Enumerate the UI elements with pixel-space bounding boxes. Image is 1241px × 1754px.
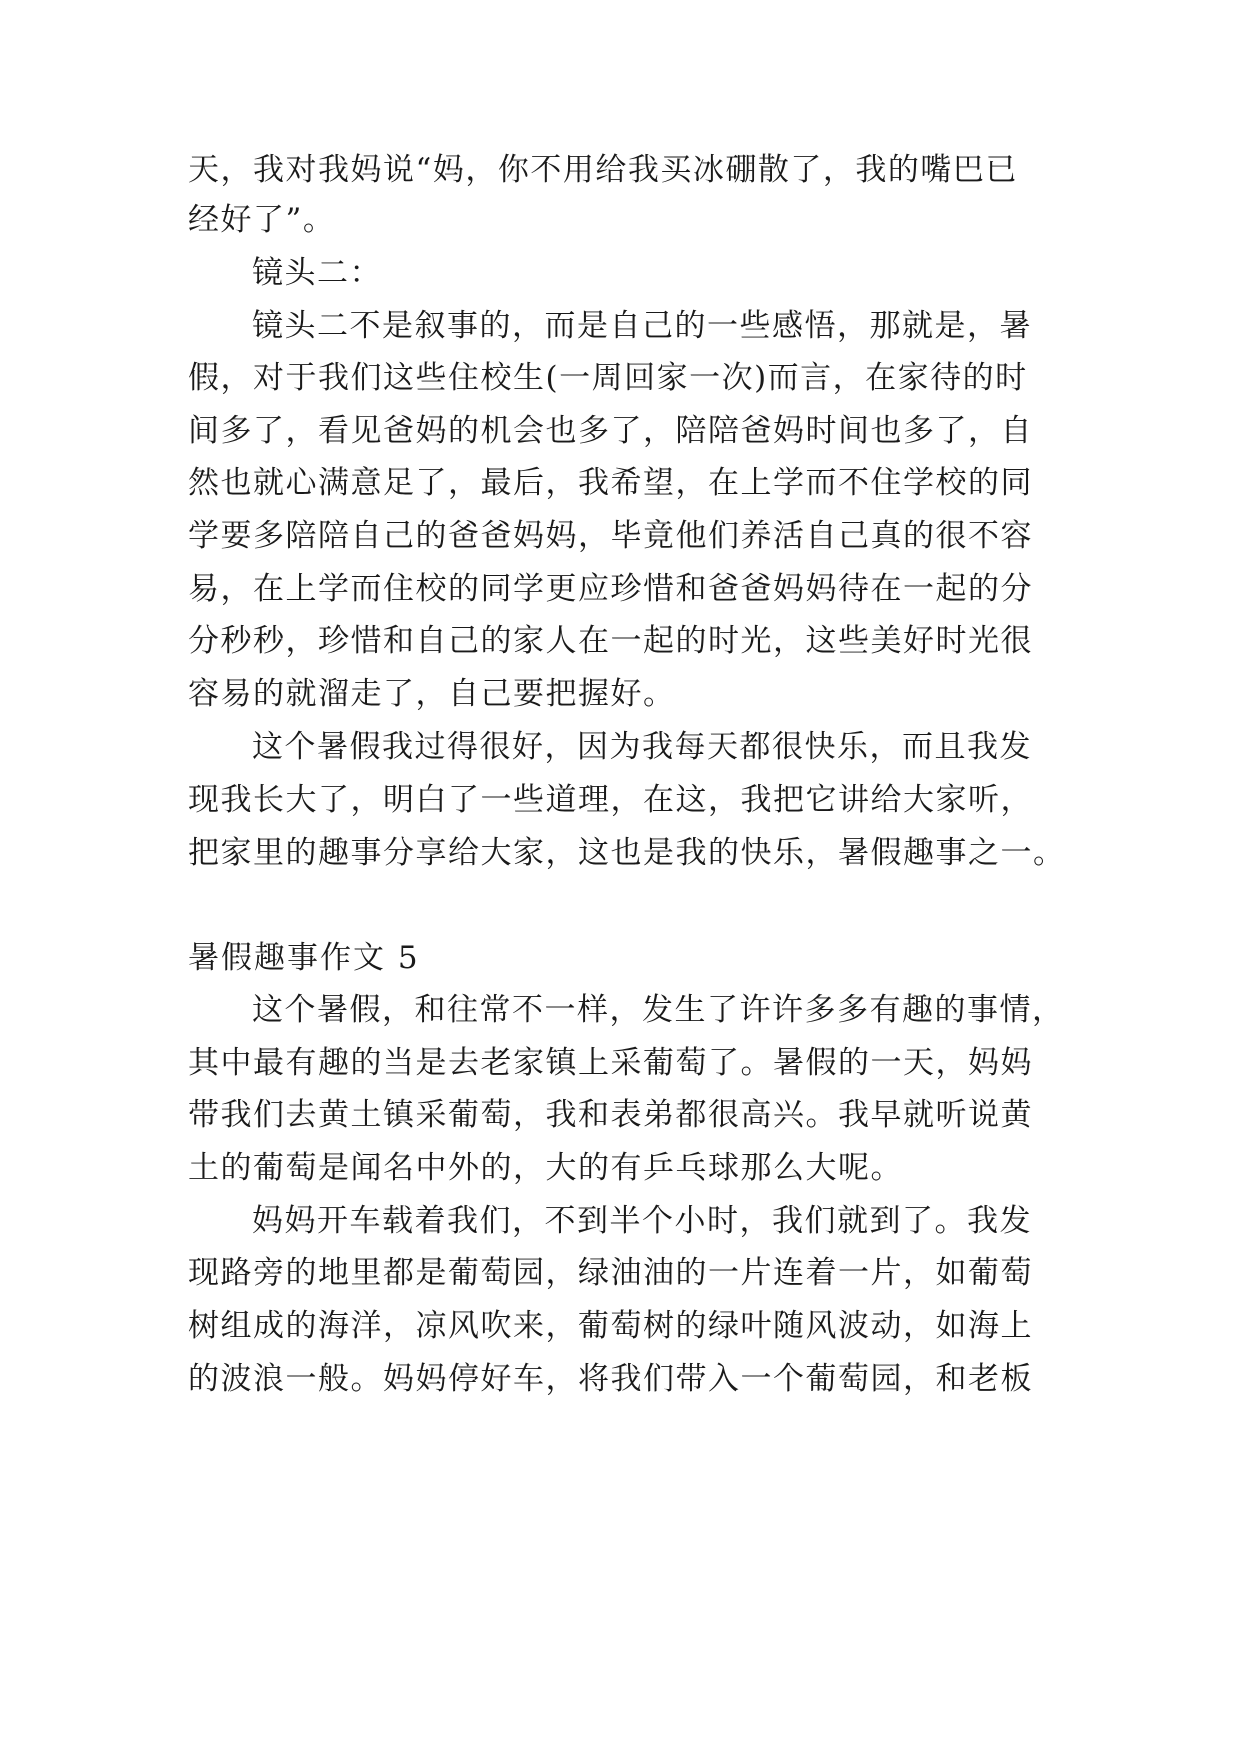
text-line: 这个暑假，和往常不一样，发生了许许多多有趣的事情， — [252, 992, 1065, 1028]
text-line: 易，在上学而住校的同学更应珍惜和爸爸妈妈待在一起的分 — [188, 571, 1033, 607]
text-line: 间多了，看见爸妈的机会也多了，陪陪爸妈时间也多了，自 — [188, 413, 1033, 449]
text-line: 假，对于我们这些住校生(一周回家一次)而言，在家待的时 — [188, 360, 1028, 396]
text-line: 容易的就溜走了，自己要把握好。 — [188, 676, 676, 712]
text-line: 分秒秒，珍惜和自己的家人在一起的时光，这些美好时光很 — [188, 623, 1033, 659]
text-line: 树组成的海洋，凉风吹来，葡萄树的绿叶随风波动，如海上 — [188, 1308, 1033, 1344]
section-heading: 暑假趣事作文 5 — [188, 940, 420, 976]
section-label: 镜头二： — [252, 255, 382, 291]
text-line: 的波浪一般。妈妈停好车，将我们带入一个葡萄园，和老板 — [188, 1361, 1033, 1397]
text-line: 经好了”。 — [188, 202, 336, 238]
text-line: 现我长大了，明白了一些道理，在这，我把它讲给大家听， — [188, 782, 1033, 818]
text-line: 带我们去黄土镇采葡萄，我和表弟都很高兴。我早就听说黄 — [188, 1097, 1033, 1133]
text-line: 学要多陪陪自己的爸爸妈妈，毕竟他们养活自己真的很不容 — [188, 518, 1033, 554]
text-line: 其中最有趣的当是去老家镇上采葡萄了。暑假的一天，妈妈 — [188, 1045, 1033, 1081]
text-line: 把家里的趣事分享给大家，这也是我的快乐，暑假趣事之一。 — [188, 835, 1066, 871]
text-line: 妈妈开车载着我们，不到半个小时，我们就到了。我发 — [252, 1203, 1032, 1239]
text-line: 天，我对我妈说“妈，你不用给我买冰硼散了，我的嘴巴已 — [188, 152, 1018, 188]
text-line: 这个暑假我过得很好，因为我每天都很快乐，而且我发 — [252, 729, 1032, 765]
text-line: 然也就心满意足了，最后，我希望，在上学而不住学校的同 — [188, 465, 1033, 501]
text-line: 镜头二不是叙事的，而是自己的一些感悟，那就是，暑 — [252, 308, 1032, 344]
text-line: 现路旁的地里都是葡萄园，绿油油的一片连着一片，如葡萄 — [188, 1255, 1033, 1291]
text-line: 土的葡萄是闻名中外的，大的有乒乓球那么大呢。 — [188, 1150, 903, 1186]
